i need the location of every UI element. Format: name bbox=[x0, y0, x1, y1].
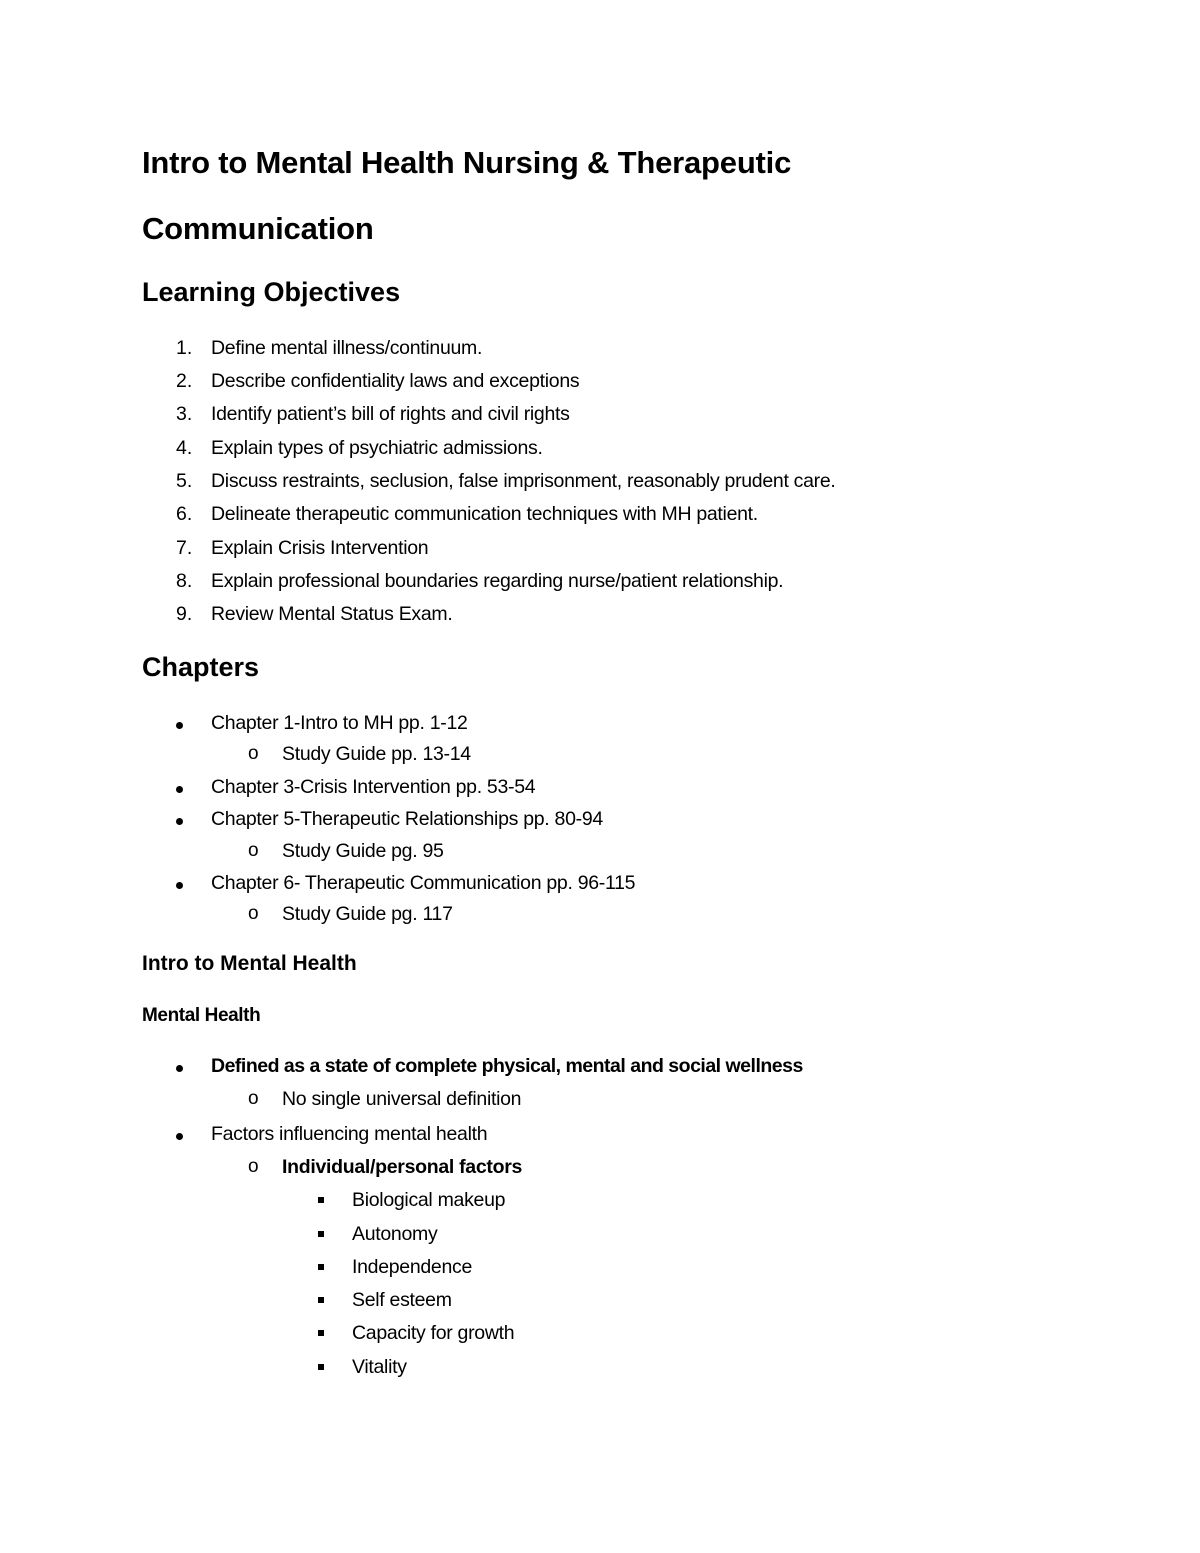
document-title-line2: Communication bbox=[142, 211, 374, 246]
factor-item: Autonomy bbox=[352, 1223, 438, 1245]
chapters-heading: Chapters bbox=[142, 652, 260, 682]
bullet-icon bbox=[176, 786, 183, 793]
mental-health-heading: Mental Health bbox=[142, 1005, 261, 1026]
document-title-line1: Intro to Mental Health Nursing & Therapeutic bbox=[142, 145, 792, 180]
mh-factors-sub: Individual/personal factors bbox=[282, 1156, 523, 1178]
objective-number: 3. bbox=[176, 403, 193, 425]
chapter-item: Chapter 3-Crisis Intervention pp. 53-54 bbox=[211, 776, 536, 798]
objective-item: Delineate therapeutic communication techniques with MH patient. bbox=[211, 503, 758, 525]
factor-item: Biological makeup bbox=[352, 1189, 506, 1211]
objective-item: Discuss restraints, seclusion, false imprisonment, reasonably prudent care. bbox=[211, 470, 836, 492]
circle-bullet-icon: o bbox=[248, 1156, 259, 1177]
objective-number: 6. bbox=[176, 503, 193, 525]
objective-number: 2. bbox=[176, 370, 193, 392]
objective-number: 9. bbox=[176, 603, 193, 625]
chapter-item: Chapter 5-Therapeutic Relationships pp. 80-94 bbox=[211, 808, 603, 830]
chapter-item: Chapter 1-Intro to MH pp. 1-12 bbox=[211, 712, 468, 734]
factor-item: Capacity for growth bbox=[352, 1322, 515, 1344]
objective-item: Identify patient’s bill of rights and civil rights bbox=[211, 403, 570, 425]
circle-bullet-icon: o bbox=[248, 1088, 259, 1109]
square-bullet-icon bbox=[318, 1330, 324, 1336]
objective-item: Describe confidentiality laws and exceptions bbox=[211, 370, 580, 392]
mh-definition: Defined as a state of complete physical, mental and social wellness bbox=[211, 1055, 803, 1077]
objective-item: Define mental illness/continuum. bbox=[211, 337, 483, 359]
factor-item: Vitality bbox=[352, 1356, 407, 1378]
intro-heading: Intro to Mental Health bbox=[142, 952, 357, 975]
objective-item: Explain types of psychiatric admissions. bbox=[211, 437, 543, 459]
objectives-heading: Learning Objectives bbox=[142, 277, 401, 307]
objective-number: 4. bbox=[176, 437, 193, 459]
factor-item: Self esteem bbox=[352, 1289, 452, 1311]
mh-factors: Factors influencing mental health bbox=[211, 1123, 488, 1145]
square-bullet-icon bbox=[318, 1231, 324, 1237]
square-bullet-icon bbox=[318, 1297, 324, 1303]
objective-number: 1. bbox=[176, 337, 193, 359]
factor-item: Independence bbox=[352, 1256, 473, 1278]
square-bullet-icon bbox=[318, 1264, 324, 1270]
bullet-icon bbox=[176, 882, 183, 889]
chapter-sub-item: Study Guide pp. 13-14 bbox=[282, 743, 471, 765]
chapter-sub-item: Study Guide pg. 95 bbox=[282, 840, 444, 862]
objective-item: Review Mental Status Exam. bbox=[211, 603, 453, 625]
mh-definition-sub: No single universal definition bbox=[282, 1088, 522, 1110]
objective-item: Explain professional boundaries regarding nurse/patient relationship. bbox=[211, 570, 784, 592]
objective-number: 8. bbox=[176, 570, 193, 592]
objective-number: 5. bbox=[176, 470, 193, 492]
bullet-icon bbox=[176, 722, 183, 729]
circle-bullet-icon: o bbox=[248, 743, 259, 764]
objective-item: Explain Crisis Intervention bbox=[211, 537, 429, 559]
circle-bullet-icon: o bbox=[248, 840, 259, 861]
chapter-sub-item: Study Guide pg. 117 bbox=[282, 903, 453, 925]
bullet-icon bbox=[176, 1065, 183, 1072]
circle-bullet-icon: o bbox=[248, 903, 259, 924]
bullet-icon bbox=[176, 818, 183, 825]
square-bullet-icon bbox=[318, 1197, 324, 1203]
bullet-icon bbox=[176, 1133, 183, 1140]
chapter-item: Chapter 6- Therapeutic Communication pp. 96-115 bbox=[211, 872, 636, 894]
objective-number: 7. bbox=[176, 537, 193, 559]
square-bullet-icon bbox=[318, 1364, 324, 1370]
